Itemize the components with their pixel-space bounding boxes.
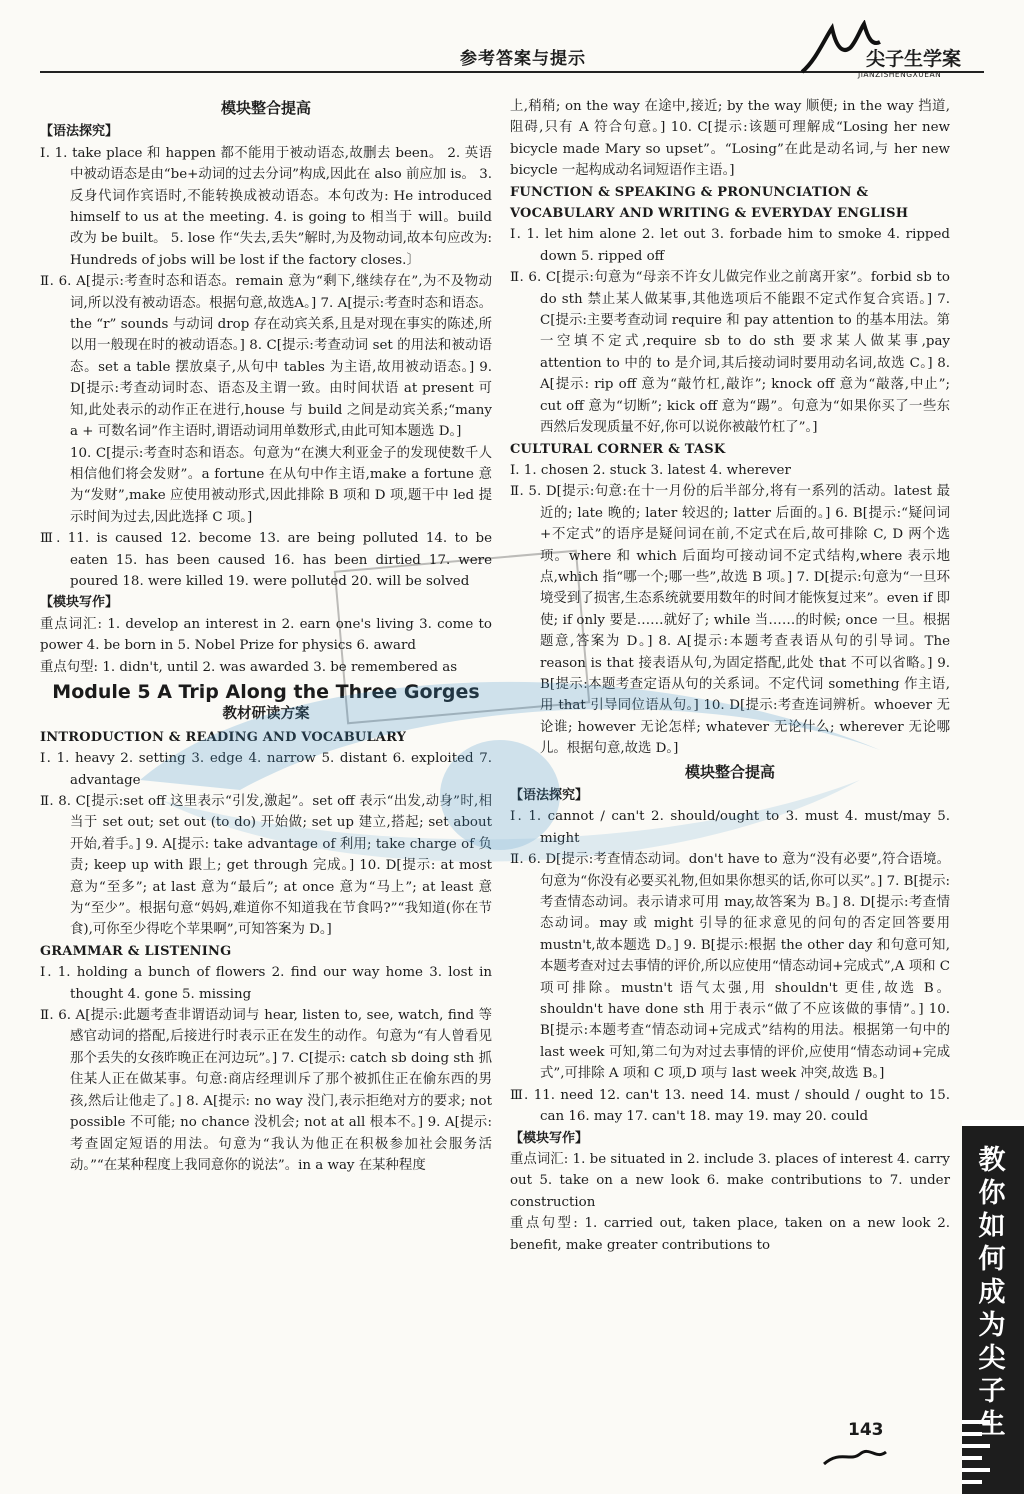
side-tab-text: 教你如何成为尖子生 [978,1145,1006,1440]
part-heading: FUNCTION & SPEAKING & PRONUNCIATION & VOCABULARY AND WRITING & EVERYDAY ENGLISH [510,184,909,222]
page-number: 143 [848,1420,884,1440]
subsection-label: 【语法探究】 [40,124,119,140]
page-header [40,38,984,79]
answer-block: Ⅲ. 11. is caused 12. become 13. are being polluted 14. to be eaten 15. has been caused 16. has been dirtied 17. were poured 18. were killed 19. were polluted 20. will be solved [40,531,492,589]
header-title: 参考答案与提示 [460,49,586,69]
subsection-label: 【模块写作】 [40,595,119,611]
answer-block: Ⅱ. 6. A[提示:此题考查非谓语动词与 hear, listen to, see, watch, find 等感官动词的搭配,后接进行时表示正在发生的动作。句意为“有人曾看见那个丢失的女孩昨晚正在河边玩”。] 7. C[提示: catch sb doing sth 抓住某人正在做某事。句意:商店经理训斥了那个被抓住正在偷东西的男孩,然后让他走了。] 8. A[提示: no way 没门,表示拒绝对方的要求; not possible 不可能; no chance 没机会; not at all 根本不。] 9. A[提示:考查固定短语的用法。句意为“我认为他正在积极参加社会服务活动。”“在某种程度上我同意你的说法”。in a way 在某种程度 [40,1008,492,1173]
side-tab [962,1120,1024,1494]
brand-logo [798,20,988,90]
answer-paragraph: 重点词汇: 1. be situated in 2. include 3. places of interest 4. carry out 5. take on a new look 6. make contributions to 7. under construction [510,1151,950,1210]
answer-block: Ⅲ. 11. need 12. can't 13. need 14. must / should / ought to 15. can 16. may 17. can't 18. may 19. may 20. could [510,1087,950,1125]
section-heading: 模块整合提高 [684,762,775,781]
part-heading: INTRODUCTION & READING AND VOCABULARY [40,729,407,745]
answer-block: Ⅱ. 6. C[提示:句意为“母亲不许女儿做完作业之前离开家”。forbid sb to do sth 禁止某人做某事,其他选项后不能跟不定式作复合宾语。] 7. C[提示:主要考查动词 require 和 pay attention to 的基本用法。第一空填不定式,require sb to do sth 要求某人做某事,pay attention to 中的 to 是介词,其后接动词时要用动名词,故选 C。] 8. A[提示: rip off 意为“敲竹杠,敲诈”; knock off 意为“敲落,中止”; cut off 意为“切断”; kick off 意为“踢”。句意为“如果你买了一些东西然后发现质量不好,你可以说你被敲竹杠了”。] [510,270,950,436]
eye-watermark-icon [120,630,890,910]
answer-block: Ⅰ. 1. heavy 2. setting 3. edge 4. narrow 5. distant 6. exploited 7. advantage [40,751,492,788]
answer-block: Ⅰ. 1. take place 和 happen 都不能用于被动语态,故删去 been。 2. 英语中被动语态是由“be+动词的过去分词”构成,因此在 also 前应加 is。 3. 反身代词作宾语时,不能转换成被动语态。本句改为: He introduced himself to us at the meeting. 4. is going to 相当于 will。build 改为 be built。 5. lose 作“失去,丢失”解时,为及物动词,故本句应改为: Hundreds of jobs will be lost if the factory closes.〕 [40,145,492,268]
answer-block: Ⅰ. 1. cannot / can't 2. should/ought to 3. must 4. must/may 5. might [510,809,950,846]
answer-paragraph: 重点词汇: 1. develop an interest in 2. earn one's living 3. come to power 4. be born in 5. Nobel Prize for physics 6. award [40,616,492,654]
answer-paragraph: 重点句型: 1. carried out, taken place, taken on a new look 2. benefit, make greater contributions to [510,1216,950,1253]
answer-block: Ⅱ. 8. C[提示:set off 这里表示“引发,激起”。set off 表示“出发,动身”时,相当于 set out; set out (to do) 开始做; set up 建立,搭起; set about 开始,着手。] 9. A[提示: take advantage of 利用; take charge of 负责; keep up with 跟上; get through 完成。] 10. D[提示: at most 意为“至多”; at last 意为“最后”; at once 意为“马上”; at least 意为“至少”。根据句意“妈妈,难道你不知道我在节食吗?”“我知道(你在节食),可你至少得吃个苹果啊”,可知答案为 D。] [40,794,492,938]
subsection-label: 【语法探究】 [510,788,589,803]
answer-block: Ⅱ. 5. D[提示:句意:在十一月份的后半部分,将有一系列的活动。latest 最近的; late 晚的; later 较迟的; latter 后面的。] 6. B[提示:“疑问词+不定式”的语序是疑问词在前,不定式在后,故可排除 C, D 两个选项。where 和 which 后面均可接动词不定式结构,where 表示地点,which 指“哪一个;哪一些”,故选 B 项。] 7. D[提示:句意为“一旦环境受到了损害,生态系统就要用数年的时间才能恢复过来”。even if 即使; if only 要是……就好了; while 当……的时候; once 一旦。根据题意,答案为 D。] 8. A[提示:本题考查表语从句的引导词。The reason is that 接表语从句,为固定搭配,此处 that 不可以省略。] 9. B[提示:本题考查定语从句的关系词。不定代词 something 作主语,用 that 引导同位语从句。] 10. D[提示:考查连词辨析。whoever 无论谁; however 无论怎样; whatever 无论什么; wherever 无论哪儿。根据句意,故选 D。] [510,484,950,757]
answer-block: Ⅰ. 1. holding a bunch of flowers 2. find our way home 3. lost in thought 4. gone 5. missing [40,965,492,1002]
part-heading: GRAMMAR & LISTENING [40,943,232,959]
subsection-label: 【模块写作】 [510,1130,589,1146]
answer-block: 10. C[提示:考查时态和语态。句意为“在澳大利亚金子的发现使数千人相信他们将会发财”。a fortune 在从句中作主语,make a fortune 意为“发财”,make 应使用被动形式,因此排除 B 项和 D 项,题干中 led 提示时间为过去,因此选择 C 项。] [70,445,492,525]
section-heading: 模块整合提高 [220,99,311,117]
answer-block: Ⅱ. 6. A[提示:考查时态和语态。remain 意为“剩下,继续存在”,为不及物动词,所以没有被动语态。根据句意,故选A。] 7. A[提示:考查时态和语态。the “r” sounds 与动词 drop 存在动宾关系,且是对现在事实的陈述,所以用一般现在时的被动语态。] 8. C[提示:考查动词 set 的用法和被动语态。set a table 摆放桌子,从句中 tables 为主语,故用被动语态。] 9. D[提示:考查动词时态、语态及主谓一致。由时间状语 at present 可知,此处表示的动作正在进行,house 与 build 之间是动宾关系;“many a + 可数名词”作主语时,谓语动词用单数形式,由此可知本题选 D。] [40,274,492,440]
logo-name: 尖子生学案 [866,48,962,70]
answer-block: Ⅰ. 1. chosen 2. stuck 3. latest 4. wherever [510,462,791,478]
answer-block: Ⅱ. 6. D[提示:考查情态动词。don't have to 意为“没有必要”,符合语境。句意为“你没有必要买礼物,但如果你想买的话,你可以买”。] 7. B[提示:考查情态动词。表示请求可用 may,故答案为 B。] 8. D[提示:考查情态动词。may 或 might 引导的征求意见的问句的否定回答要用 mustn't,故本题选 D。] 9. B[提示:根据 the other day 和句意可知,本题考查对过去事情的评价,所以应使用“情态动词+完成式”,A 项和 C 项可排除。mustn't 语气太强,用 shouldn't 更佳,故选 B。shouldn't have done sth 用于表示“做了不应该做的事情”。] 10. B[提示:本题考查“情态动词+完成式”结构的用法。根据第一句中的 last week 可知,第二句为对过去事情的评价,应使用“情态动词+完成式”,可排除 A 项和 C 项,D 项与 last week 冲突,故选 B。] [510,852,951,1082]
module-title: Module 5 A Trip Along the Three Gorges [52,680,480,703]
answer-paragraph: 重点句型: 1. didn't, until 2. was awarded 3. be remembered as [40,659,458,675]
part-heading: CULTURAL CORNER & TASK [510,441,726,457]
answer-paragraph: 上,稍稍; on the way 在途中,接近; by the way 顺便; in the way 挡道,阻碍,只有 A 符合句意。] 10. C[提示:该题可理解成“Losing her new bicycle made Mary so upset”。“Losing”在此是动名词,与 her new bicycle 一起构成动名词短语作主语。] [510,99,950,179]
swoosh-icon [820,1440,940,1470]
module-subtitle: 教材研读方案 [222,705,310,723]
logo-pinyin: JIANZISHENGXUEAN [858,70,942,79]
answer-block: Ⅰ. 1. let him alone 2. let out 3. forbade him to smoke 4. ripped down 5. ripped off [510,227,950,264]
